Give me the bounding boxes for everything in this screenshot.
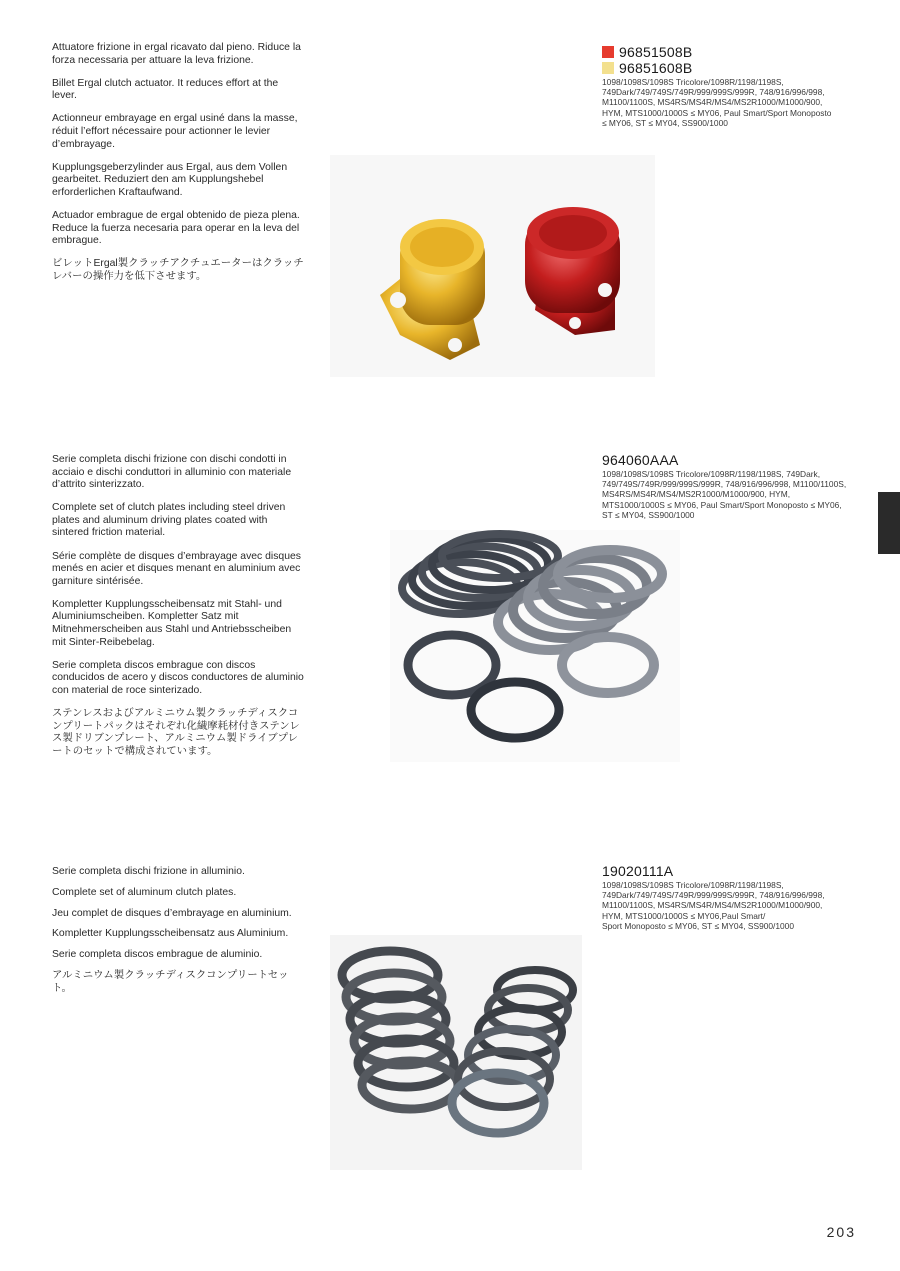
code-row [602,863,860,879]
product-3-description [52,866,304,1003]
red-color-swatch [602,46,614,58]
friction-plates-stack [402,534,558,614]
desc-de: Kompletter Kupplungsscheibensatz aus Aluminium. [52,928,289,940]
product-2-compatibility [602,469,860,520]
product-code: 964060AAA [602,452,679,468]
desc-de: Kompletter Kupplungsscheibensatz mit Stahl- und Aluminiumscheiben. Kompletter Satz mit Mitnehmerscheiben aus Stahl und Antriebsscheiben mit Sinter-Reibebelag. [52,598,292,648]
desc-es: Serie completa discos embrague con discos conducidos de acero y discos conductores de aluminio con material de roce sinterizado. [52,659,304,696]
product-2-codes [602,452,860,468]
gold-color-swatch [602,62,614,74]
compat-line: ST ≤ MY04, SS900/1000 [602,509,695,520]
compat-line: 749/749S/749R/999/999S/999R, 748/916/996/998, M1100/1100S, [602,479,847,490]
compat-line: ≤ MY06, ST ≤ MY04, SS900/1000 [602,117,728,128]
right-plates-stack [452,970,573,1133]
desc-fr: Jeu complet de disques d’embrayage en aluminium. [52,907,292,919]
desc-fr: Série complète de disques d’embrayage avec disques menés en acier et disques menant en aluminium avec garniture sintérisée. [52,550,301,587]
page-number: 203 [826,1224,856,1240]
clutch-plates-set-photo [390,530,680,762]
desc-it: Serie completa dischi frizione in alluminio. [52,866,245,877]
compat-line: 1098/1098S/1098S Tricolore/1098R/1198/1198S, [602,880,784,890]
section-tab [878,492,900,554]
desc-it: Serie completa dischi frizione con dischi condotti in acciaio e dischi conduttori in alluminio con materiale d’attrito sinterizzato. [52,454,292,491]
product-3-compatibility [602,880,860,931]
compat-line: 1098/1098S/1098S Tricolore/1098R/1198/1198S, 749Dark, [602,469,821,479]
compat-line: HYM, MTS1000/1000S ≤ MY06,Paul Smart/ [602,910,766,921]
product-1-compatibility [602,77,860,128]
desc-fr: Actionneur embrayage en ergal usiné dans la masse, réduit l’effort nécessaire pour actionner le levier d’embrayage. [52,113,298,150]
compat-line: 749Dark/749/749S/749R/999/999S/999R, 748/916/996/998, [602,890,825,901]
single-steel-plate [562,637,654,693]
product-1-description [52,42,304,294]
code-row [602,44,860,60]
desc-es: Actuador embrague de ergal obtenido de pieza plena. Reduce la fuerza necesaria para operar en la leva del embrague. [52,209,300,247]
compat-line: 749Dark/749/749S/749R/999/999S/999R, 748/916/996/998, [602,87,825,98]
code-row [602,452,860,468]
product-3-codes [602,863,860,879]
single-friction-plate [471,682,559,738]
product-code: 96851608B [619,60,693,76]
product-1-codes [602,44,860,76]
clutch-actuator-photo [330,155,655,377]
desc-it: Attuatore frizione in ergal ricavato dal pieno. Riduce la forza necessaria per attuare la leva frizione. [52,42,301,66]
product-1-info [602,44,860,128]
desc-en: Complete set of clutch plates including steel driven plates and aluminum driving plates coated with sintered friction material. [52,502,286,539]
product-2-info [602,452,860,520]
aluminum-clutch-plates-photo [330,935,582,1170]
code-row [602,60,860,76]
desc-ja: ビレットErgal製クラッチアクチュエーターはクラッチレバーの操作力を低下させます。 [52,258,304,282]
compat-line: M1100/1100S, MS4RS/MS4R/MS4/MS2R1000/M1000/900, [602,900,823,911]
compat-line: HYM, MTS1000/1000S ≤ MY06, Paul Smart/Sport Monoposto [602,107,832,118]
gold-actuator [380,219,485,360]
desc-es: Serie completa discos embrague de aluminio. [52,949,263,961]
red-actuator [525,207,620,335]
product-code: 19020111A [602,863,674,879]
desc-en: Complete set of aluminum clutch plates. [52,886,237,898]
desc-ja: アルミニウム製クラッチディスクコンプリートセット。 [52,969,289,994]
compat-line: Sport Monoposto ≤ MY06, ST ≤ MY04, SS900/1000 [602,920,794,931]
compat-line: MTS1000/1000S ≤ MY06, Paul Smart/Sport Monoposto ≤ MY06, [602,499,842,510]
desc-de: Kupplungsgeberzylinder aus Ergal, aus dem Vollen gearbeitet. Reduziert den am Kupplungshebel erforderlichen Kraftaufwand. [52,161,288,198]
desc-ja: ステンレスおよびアルミニウム製クラッチディスクコンプリートパックはそれぞれ化繊摩耗材付きステンレス製ドリブンプレート、アルミニウム製ドライブプレートのセットで構成されています。 [52,708,300,757]
compat-line: M1100/1100S, MS4RS/MS4R/MS4/MS2R1000/M1000/900, [602,97,823,108]
compat-line: 1098/1098S/1098S Tricolore/1098R/1198/1198S, [602,77,784,87]
compat-line: MS4RS/MS4R/MS4/MS2R1000/M1000/900, HYM, [602,489,791,500]
desc-en: Billet Ergal clutch actuator. It reduces effort at the lever. [52,77,279,102]
product-code: 96851508B [619,44,693,60]
product-2-description [52,454,304,769]
product-3-info [602,863,860,931]
left-plates-stack [342,951,458,1109]
